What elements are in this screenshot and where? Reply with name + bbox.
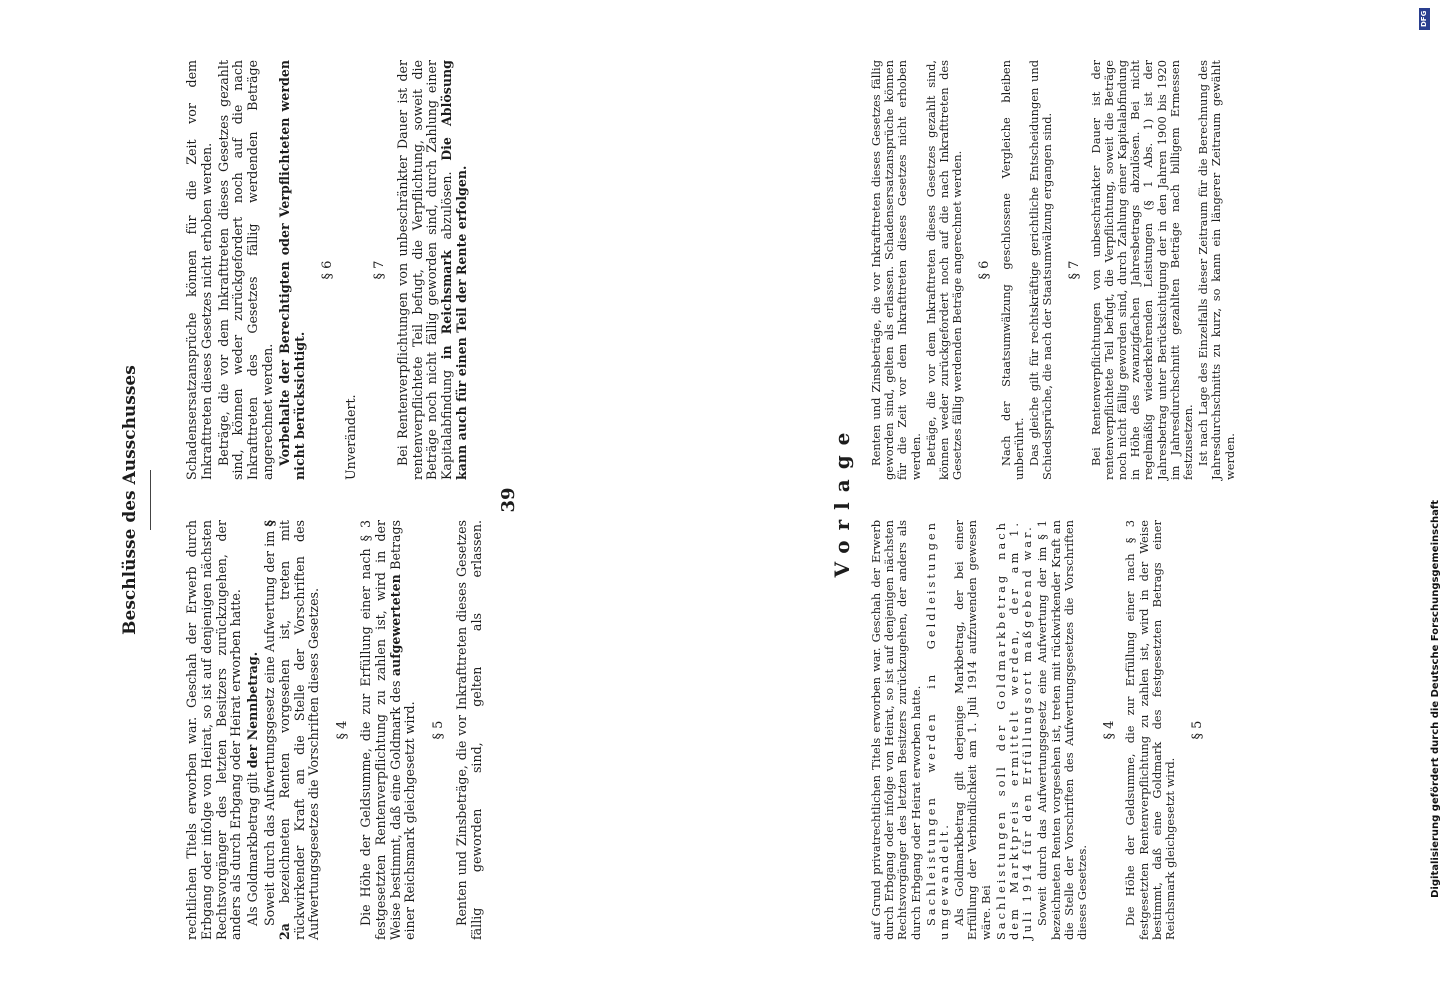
heading-rule-right — [150, 470, 151, 530]
beschluesse-column — [185, 60, 795, 940]
beschluesse-paragraph: Beträge, die vor dem Inkrafttreten dieses Gesetzes gezahlt sind, können weder zurückgefordert noch auf die nach Inkrafttreten des Gesetzes fällig werdenden Beträge angerechnet werden. — [215, 60, 275, 480]
vorlage-paragraph: auf Grund privatrechtlichen Titels erworben war. Geschah der Erwerb durch Erbgang oder infolge von Heirat, so ist auf denjenigen nächsten Rechtsvorgänger des letzten Besitzers zurückzugehen, der anders als durch Erbgang oder Heirat erworben hatte. — [869, 520, 923, 940]
beschluesse-paragraph: Renten und Zinsbeträge, die vor Inkrafttreten dieses Gesetzes fällig geworden sind, gelten als erlassen. Schadensersatzansprüche können für die Zeit vor dem Inkrafttreten dieses Gesetzes nicht erhoben werden. — [184, 60, 484, 940]
vorlage-paragraph: Die Höhe der Geldsumme, die zur Erfüllung einer nach § 3 festgesetzten Rentenverpflichtung zu zahlen ist, wird in der Weise bestimmt, daß eine Goldmark des festgesetzten Betrags einer Reichsmark gleichgesetzt wird. — [1123, 520, 1178, 940]
dfg-sidebar — [1420, 0, 1441, 1000]
beschluesse-paragraph: Soweit durch das Aufwertungsgesetz eine Aufwertung der im § 2a bezeichneten Renten vorgesehen ist, treten mit rückwirkender Kraft an die Stelle der Vorschriften des Aufwertungsgesetzes die Vorschriften dieses Gesetzes. — [261, 520, 322, 940]
beschluesse-paragraph: Als Goldmarkbetrag gilt der Nennbetrag. — [245, 651, 261, 926]
vorlage-column — [870, 60, 1415, 940]
vorlage-paragraph: Nach der Staatsumwälzung geschlossene Vergleiche bleiben unberührt. — [998, 60, 1026, 480]
section-heading: § 7 — [1067, 260, 1083, 280]
vorlage-paragraph: Sachleistungen soll der Goldmarkbetrag nach dem Marktpreis ermittelt werden, der am 1. Juli 1914 für den Erfüllungsort maßgebend war. — [993, 520, 1035, 940]
section-heading: § 7 — [371, 260, 387, 280]
vorlage-heading: Vorlage — [830, 422, 854, 578]
vorlage-paragraph: Beträge, die vor dem Inkrafttreten dieses Gesetzes gezahlt sind, können weder zurückgefordert noch auf die nach Inkrafttreten des Gesetzes fällig werdenden Beträge angerechnet werden. — [923, 60, 965, 480]
beschluesse-paragraph: Unverändert. — [343, 394, 359, 480]
vorlage-paragraph: Als Goldmarkbetrag gilt derjenige Markbetrag, der bei einer Erfüllung der Verbindlichkeit am 1. Juli 1914 aufzuwenden gewesen wäre. Bei — [952, 520, 993, 940]
beschluesse-heading: Beschlüsse des Ausschusses — [120, 365, 140, 635]
vorlage-paragraph: Soweit durch das Aufwertungsgesetz eine Aufwertung der im § 1 bezeichneten Renten vorgesehen ist, treten mit rückwirkender Kraft an die Stelle der Vorschriften des Aufwertungsgesetzes die Vorschriften dieses Gesetzes. — [1035, 520, 1090, 940]
section-heading: § 5 — [1190, 720, 1206, 740]
vorlage-paragraph: Ist nach Lage des Einzelfalls dieser Zeitraum für die Berechnung des Jahresdurchschnitts zu kurz, so kann ein längerer Zeitraum gewählt werden. — [1196, 60, 1237, 480]
section-heading: § 5 — [431, 720, 447, 740]
vorlage-paragraph: Renten und Zinsbeträge, die vor Inkrafttreten dieses Gesetzes fällig geworden sind, gelten als erlassen. Schadensersatzansprüche können für die Zeit vor dem Inkrafttreten dieses Gesetzes nicht erhoben werden. — [869, 60, 923, 480]
beschluesse-paragraph: Bei Rentenverpflichtungen von unbeschränkter Dauer ist der rentenverpflichtete Teil befugt, die Verpflichtung, soweit die Beträge noch nicht fällig geworden sind, durch Zahlung einer Kapitalabfindung in Reichsmark abzulösen. Die Ablösung kann auch für einen Teil der Rente erfolgen. — [394, 60, 469, 480]
vorlage-paragraph: Sachleistungen werden in Geldleistungen umgewandelt. — [923, 520, 952, 940]
dfg-funding-label: Digitalisierung gefördert durch die Deutsche Forschungsgemeinschaft — [1430, 500, 1441, 898]
section-heading: § 4 — [335, 720, 351, 740]
vorlage-paragraph: Das gleiche gilt für rechtskräftige gerichtliche Entscheidungen und Schiedssprüche, die nach der Staatsumwälzung ergangen sind. — [1027, 60, 1055, 480]
dfg-logo: DFG — [1419, 8, 1430, 30]
section-heading: § 6 — [977, 260, 993, 280]
section-heading: § 6 — [320, 260, 336, 280]
beschluesse-paragraph: Die Höhe der Geldsumme, die zur Erfüllung einer nach § 3 festgesetzten Rentenverpflichtung zu zahlen ist, wird in der Weise bestimmt, daß eine Goldmark des aufgewerteten Betrags einer Reichsmark gleichgesetzt wird. — [357, 519, 418, 940]
section-heading: § 4 — [1102, 720, 1118, 740]
page-number: 39 — [498, 487, 519, 513]
vorlage-paragraph: Bei Rentenverpflichtungen von unbeschränkter Dauer ist der rentenverpflichtete Teil befugt, die Verpflichtung, soweit die Beträge noch nicht fällig geworden sind, durch Zahlung einer Kapitalabfindung in Höhe des zwanzigfachen Jahresbetrags abzulösen. Bei nicht regelmäßig wiederkehrenden Leistungen (§ 1 Abs. 1) ist der Jahresbetrag unter Berücksichtigung der in den Jahren 1900 bis 1920 im Jahresdurchschnitt gezahlten Beträge nach billigem Ermessen festzusetzen. — [1088, 60, 1196, 480]
beschluesse-paragraph: Vorbehalte der Berechtigten oder Verpflichteten werden nicht berücksichtigt. — [276, 60, 307, 480]
beschluesse-paragraph: rechtlichen Titels erworben war. Geschah der Erwerb durch Erbgang oder infolge von Heirat, so ist auf denjenigen nächsten Rechtsvorgänger des letzten Besitzers zurückzugehen, der anders als durch Erbgang oder Heirat erworben hatte. — [184, 520, 244, 940]
